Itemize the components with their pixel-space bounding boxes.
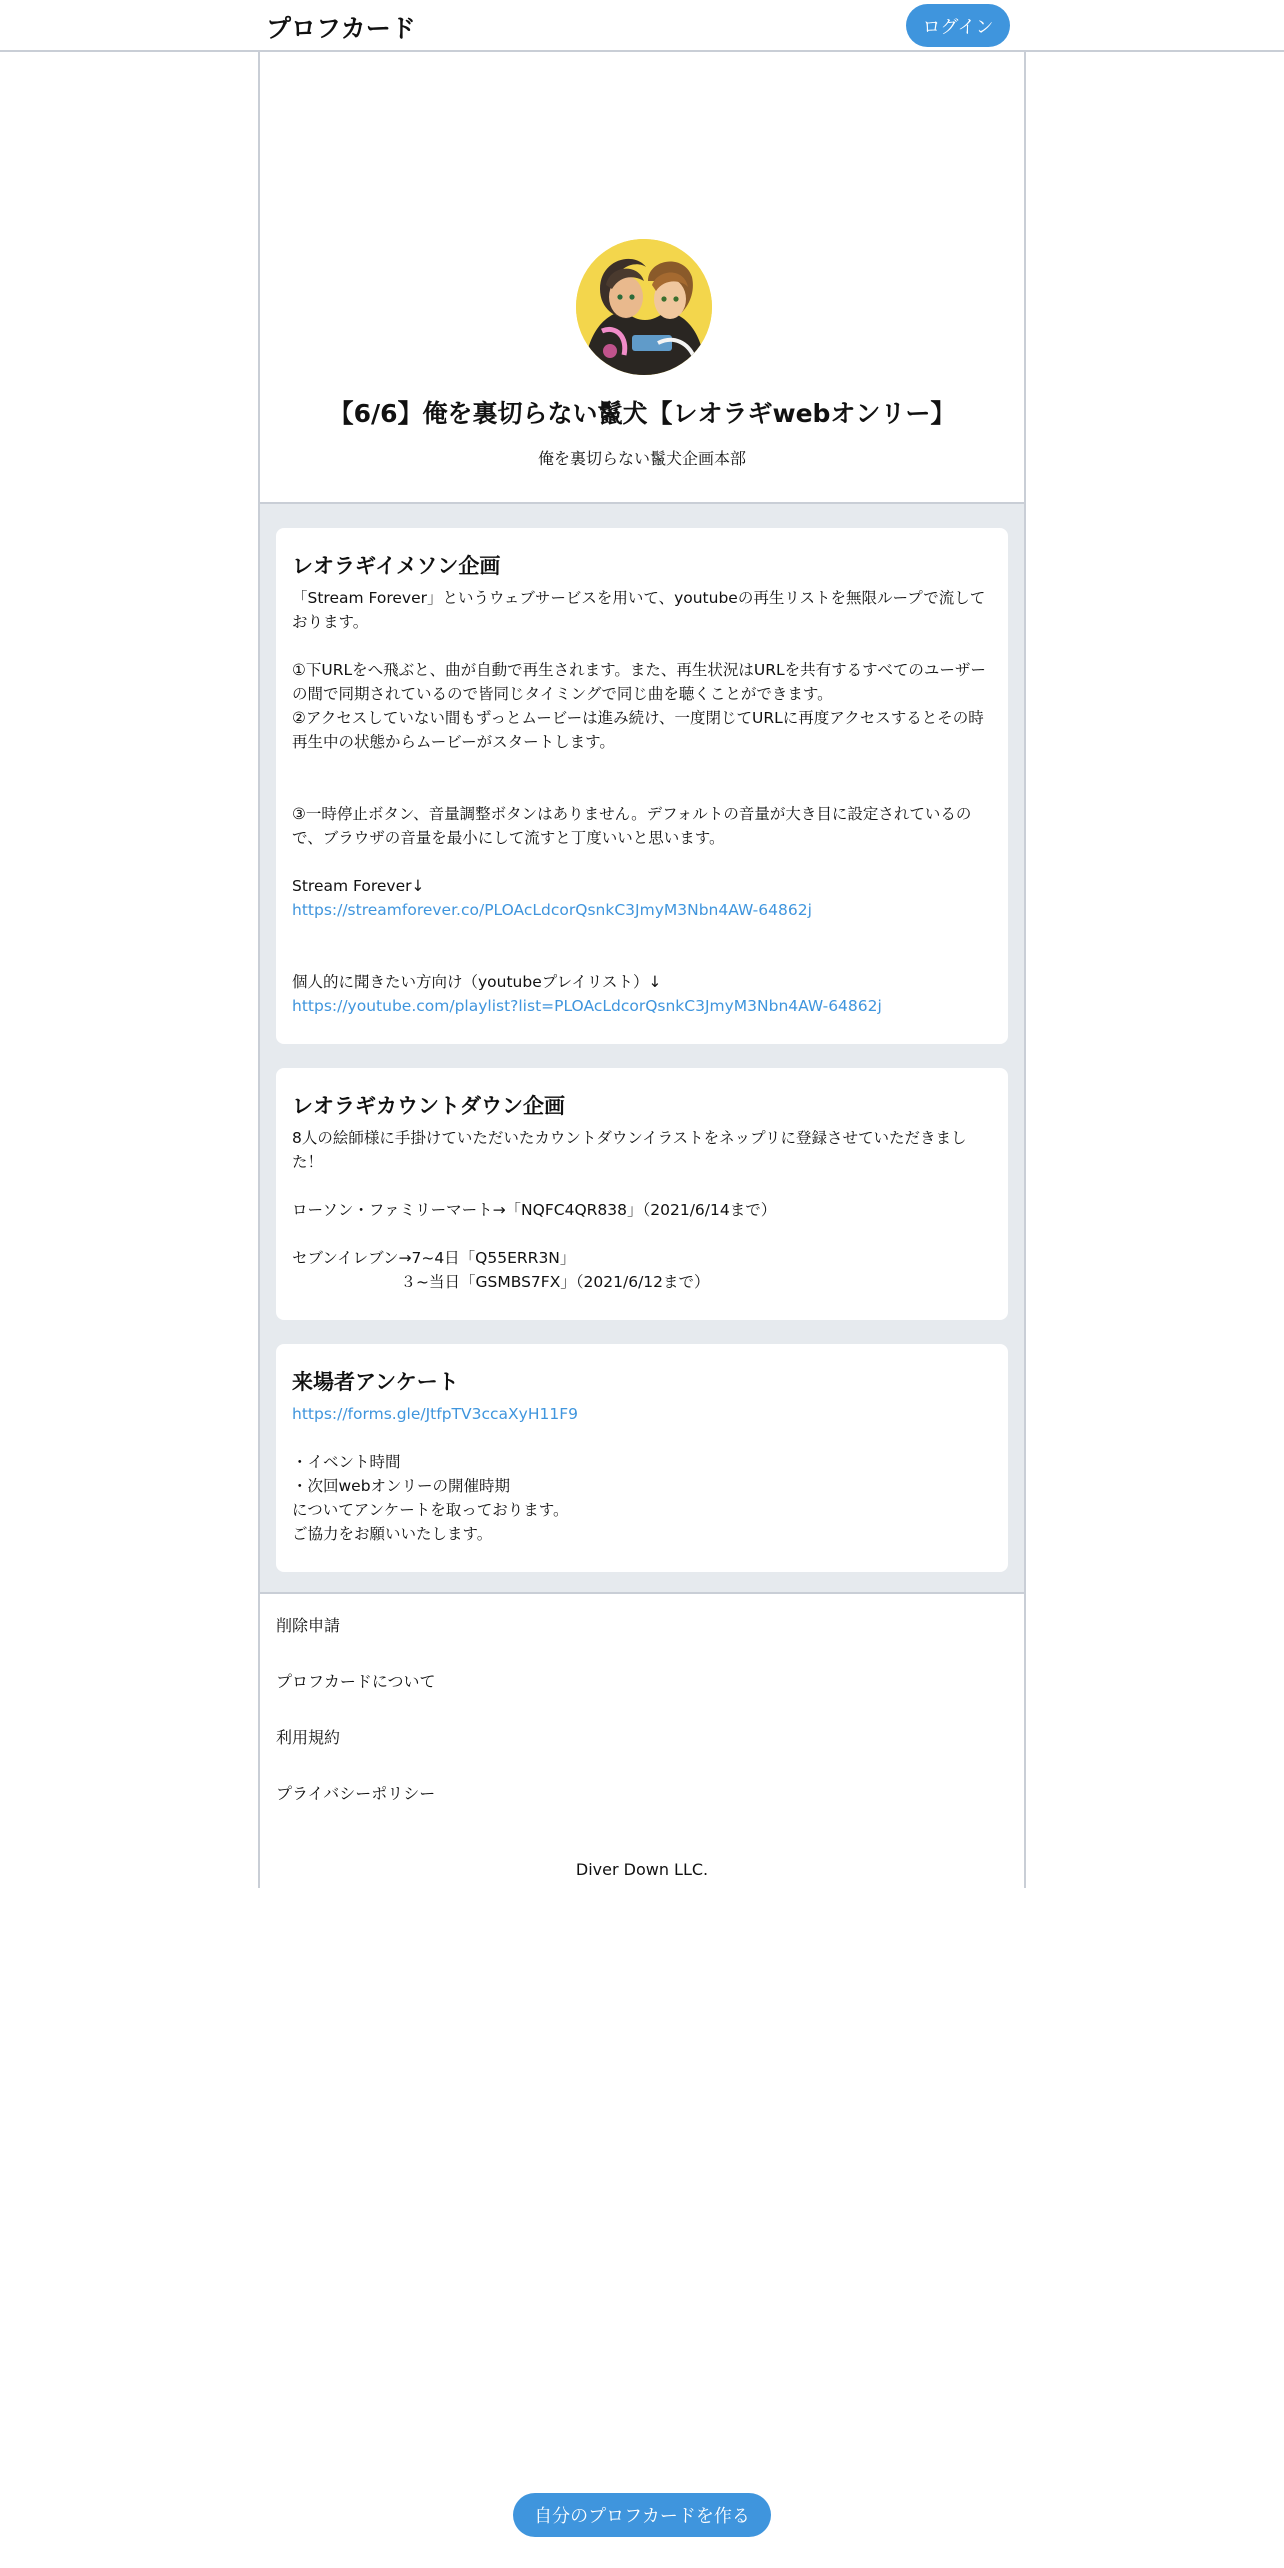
footer-links <box>276 1614 436 1838</box>
delete-request-link[interactable]: 削除申請 <box>276 1616 341 1635</box>
survey-form-link[interactable]: https://forms.gle/JtfpTV3ccaXyH11F9 <box>292 1405 578 1423</box>
card-text: ・イベント時間 ・次回webオンリーの開催時期 についてアンケートを取っております。 ご協力をお願いいたします。 <box>292 1453 569 1543</box>
card-body <box>292 586 992 1018</box>
card-survey <box>276 1344 1008 1572</box>
avatar-illustration <box>576 239 712 375</box>
create-profcard-button[interactable]: 自分のプロフカードを作る <box>513 2493 771 2537</box>
about-profcard-link[interactable]: プロフカードについて <box>276 1672 436 1691</box>
page-title: 【6/6】俺を裏切らない鬣犬【レオラギwebオンリー】 <box>328 399 956 428</box>
card-imesong <box>276 528 1008 1044</box>
card-body: 8人の絵師様に手掛けていただいたカウントダウンイラストをネップリに登録させていただきました！ ローソン・ファミリーマート→「NQFC4QR838」（2021/6/14まで） セブンイレブン→7~4日「Q55ERR3N」 ３~当日「GSMBS7FX」（2021/6/12まで） <box>292 1129 967 1291</box>
top-header <box>0 0 1284 52</box>
login-button[interactable]: ログイン <box>906 4 1010 47</box>
card-text: 個人的に聞きたい方向け（youtubeプレイリスト）↓ <box>292 973 662 991</box>
card-title: レオラギカウントダウン企画 <box>292 1094 565 1118</box>
privacy-policy-link[interactable]: プライバシーポリシー <box>276 1784 436 1803</box>
card-feed <box>260 502 1024 1594</box>
avatar <box>576 239 712 375</box>
card-text: 「Stream Forever」というウェブサービスを用いて、youtubeの再生リストを無限ループで流しております。 ①下URLをへ飛ぶと、曲が自動で再生されます。また、再生状況はURLを共有するすべてのユーザーの間で同期されているので皆同じタイミングで同じ曲を聴くことができます。 ②アクセスしていない間もずっとムービーは進み続け、一度閉じてURLに再度アクセスするとその時再生中の状態からムービーがスタートします。 ③一時停止ボタン、音量調整ボタンはありません。デフォルトの音量が大き目に設定されているので、ブラウザの音量を最小にして流すと丁度いいと思います。 Stream Forever↓ <box>292 589 986 895</box>
card-title: レオラギイメソン企画 <box>292 554 501 578</box>
card-countdown <box>276 1068 1008 1320</box>
terms-link[interactable]: 利用規約 <box>276 1728 341 1747</box>
profile-hero <box>260 52 1024 502</box>
author-name: 俺を裏切らない鬣犬企画本部 <box>537 449 746 468</box>
card-body <box>292 1402 992 1546</box>
brand-logo-text[interactable]: プロフカード <box>266 14 416 43</box>
company-name: Diver Down LLC. <box>575 1860 709 1879</box>
profile-column <box>258 52 1026 1888</box>
youtube-playlist-link[interactable]: https://youtube.com/playlist?list=PLOAcLdcorQsnkC3JmyM3Nbn4AW-64862j <box>292 997 882 1015</box>
streamforever-link[interactable]: https://streamforever.co/PLOAcLdcorQsnkC3JmyM3Nbn4AW-64862j <box>292 901 812 919</box>
card-title: 来場者アンケート <box>292 1370 459 1394</box>
